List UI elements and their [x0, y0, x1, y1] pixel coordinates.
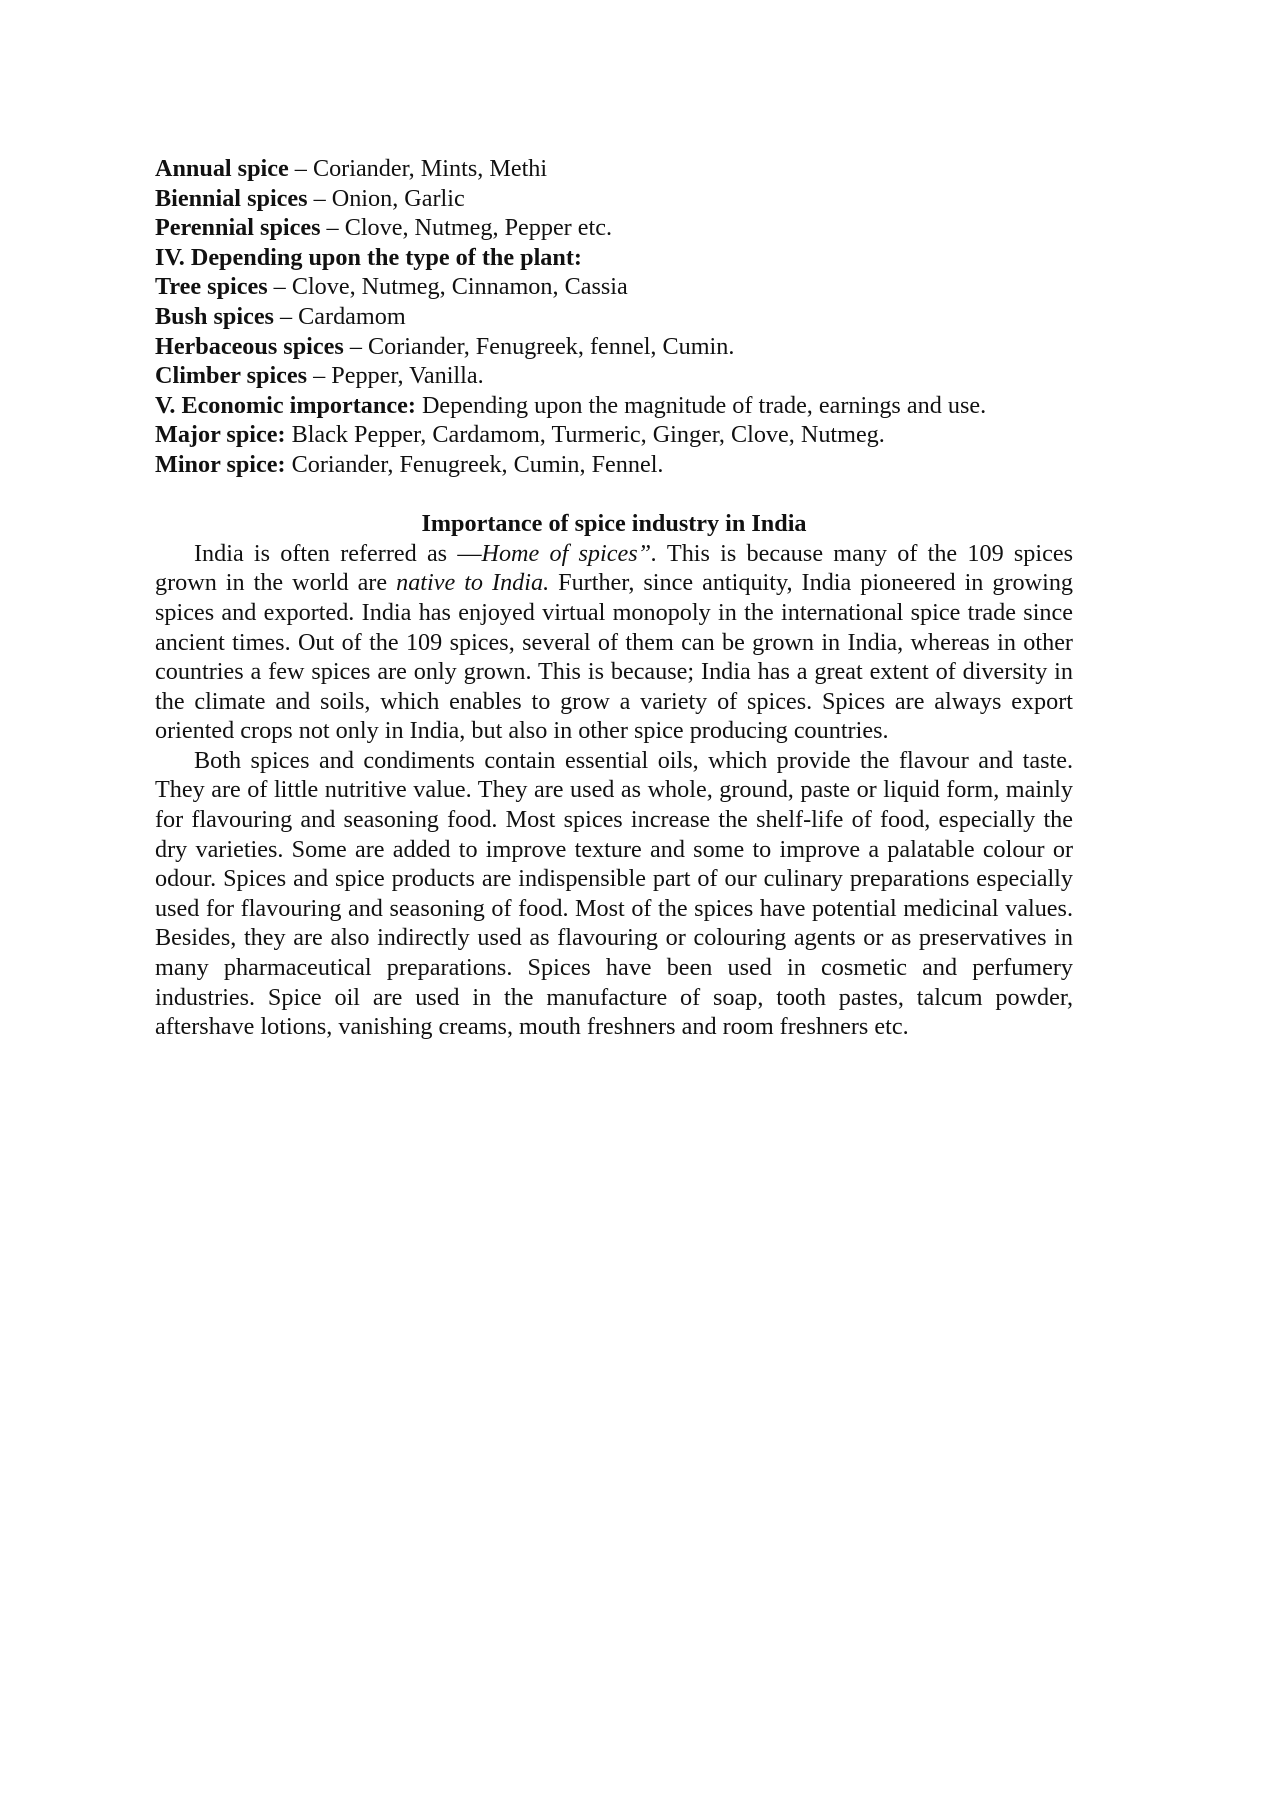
text-run: Further, since antiquity, India pioneered in growing spices and exported. India has enjoyed virtual monopoly in the international spice trade since ancient times. Out of the 109 spices, several of them can be grown in India, whereas in other countries a few spices are only grown. This is because; India has a great extent of diversity in the climate and soils, which enables to grow a variety of spices. Spices are always export oriented crops not only in India, but also in other spice producing countries. [155, 569, 1074, 745]
separator: – [288, 155, 313, 182]
term: IV. Depending upon the type of the plant: [155, 243, 582, 271]
list-item [155, 184, 1073, 214]
term: Major spice: [155, 421, 286, 449]
text-run: This is because many of the 109 spices grown in the world are [155, 539, 1073, 597]
separator: – [320, 214, 345, 242]
item-text: Black Pepper, Cardamom, Turmeric, Ginger, Clove, Nutmeg. [291, 421, 885, 449]
paragraph-1 [155, 539, 1073, 746]
list-item [155, 361, 1073, 391]
item-text: Depending upon the magnitude of trade, earnings and use. [421, 391, 987, 419]
term: Bush spices [155, 302, 274, 330]
item-text: Coriander, Fenugreek, fennel, Cumin. [367, 332, 735, 360]
list-item [155, 154, 1073, 184]
separator: – [307, 184, 332, 212]
item-text: Clove, Nutmeg, Pepper etc. [344, 214, 613, 242]
list-item [155, 332, 1073, 362]
item-text: Clove, Nutmeg, Cinnamon, Cassia [291, 273, 628, 301]
classification-list [155, 154, 1073, 480]
section-heading: Importance of spice industry in India [421, 510, 807, 538]
list-item [155, 272, 1073, 302]
term: Minor spice: [155, 450, 286, 478]
separator: – [273, 302, 299, 330]
item-text: Coriander, Fenugreek, Cumin, Fennel. [291, 450, 664, 478]
list-item [155, 420, 1073, 450]
subheading [155, 243, 1073, 273]
term: V. Economic importance: [155, 391, 416, 419]
text-run: India is often referred as [194, 539, 458, 567]
term: Annual spice [155, 155, 289, 182]
paragraph-2: Both spices and condiments contain essential oils, which provide the flavour and taste. They are of little nutritive value. They are used as whole, ground, paste or liquid form, mainly for flavouring and seasoning food. Most spices increase the shelf-life of food, especially the dry varieties. Some are added to improve texture and some to improve a palatable colour or odour. Spices and spice products are indispensible part of our culinary preparations especially used for flavouring and seasoning of food. Most of the spices have potential medicinal values. Besides, they are also indirectly used as flavouring or colouring agents or as preservatives in many pharmaceutical preparations. Spices have been used in cosmetic and perfumery industries. Spice oil are used in the manufacture of soap, tooth pastes, talcum powder, aftershave lotions, vanishing creams, mouth freshners and room freshners etc. [155, 746, 1073, 1041]
separator: – [267, 273, 292, 301]
document-page [155, 154, 1073, 1042]
term: Biennial spices [155, 184, 308, 212]
item-text: Coriander, Mints, Methi [312, 155, 548, 182]
list-item [155, 450, 1073, 480]
item-text: Pepper, Vanilla. [331, 362, 484, 390]
separator: – [307, 362, 332, 390]
list-item [155, 213, 1073, 243]
term: Perennial spices [155, 214, 321, 242]
term: Tree spices [155, 273, 268, 301]
separator: – [343, 332, 368, 360]
term: Climber spices [155, 362, 308, 390]
item-text: Cardamom [298, 302, 406, 330]
italic-text: ―Home of spices”. [457, 539, 658, 567]
list-item [155, 391, 1073, 421]
italic-text: native to India. [396, 569, 550, 597]
item-text: Onion, Garlic [331, 184, 465, 212]
list-item [155, 302, 1073, 332]
term: Herbaceous spices [155, 332, 344, 360]
